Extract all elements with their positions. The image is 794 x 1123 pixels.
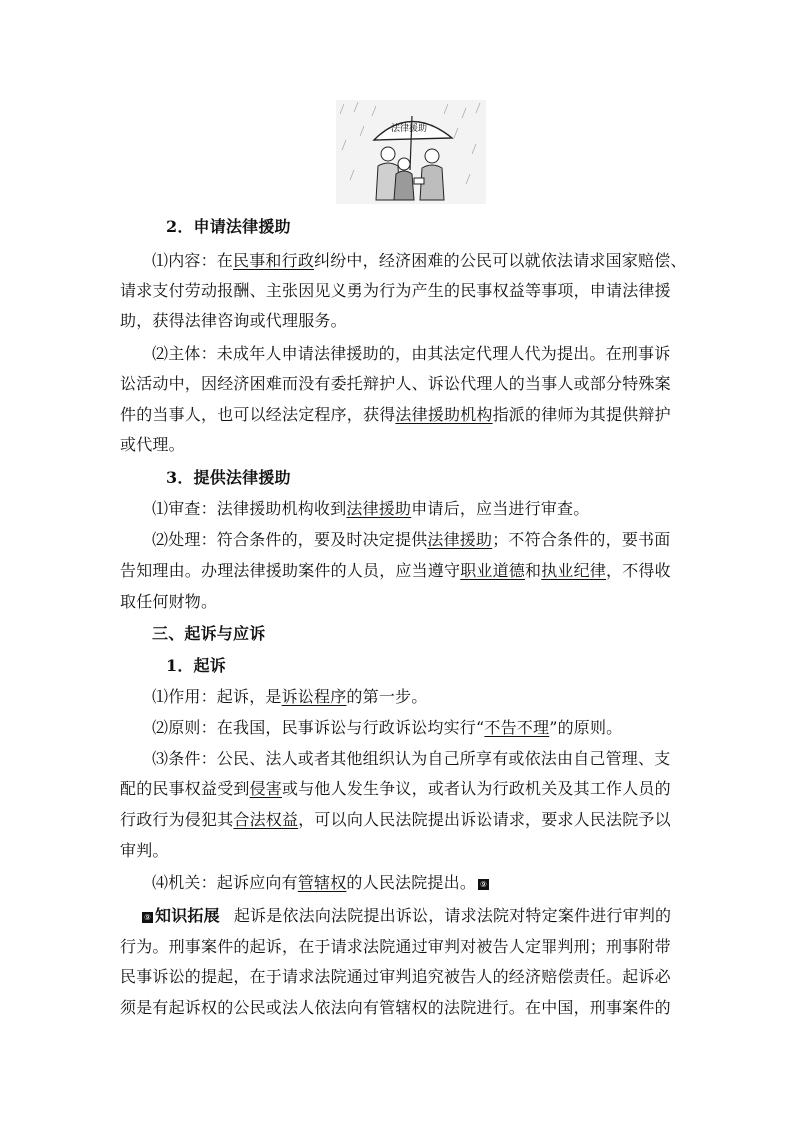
paragraph-line: ⑷机关：起诉应向有管辖权的人民法院提出。 ⑨: [152, 873, 488, 892]
paragraph-line: ⑵处理：符合条件的，要及时决定提供法律援助；不符合条件的，要书面: [152, 530, 671, 549]
legal-aid-illustration: [336, 100, 486, 204]
extension-line: 行为。刑事案件的起诉，在于请求法院通过审判对被告人定罪判刑；刑事附带: [120, 937, 671, 956]
paragraph-line: ⑴内容：在民事和行政纠纷中，经济困难的公民可以就依法请求国家赔偿、: [152, 251, 687, 270]
paragraph-line: 助，获得法律咨询或代理服务。: [120, 311, 347, 330]
paragraph-line: ⑴作用：起诉，是诉讼程序的第一步。: [152, 687, 428, 706]
umbrella-text: 法律援助: [391, 124, 428, 134]
paragraph-line: 审判。: [120, 841, 169, 860]
extension-label: 知识拓展: [155, 906, 220, 925]
paragraph-line: ⑵原则：在我国，民事诉讼与行政诉讼均实行“不告不理”的原则。: [152, 718, 623, 737]
extension-line: ⑨ 知识拓展 起诉是依法向法院提出诉讼，请求法院对特定案件进行审判的: [143, 906, 672, 925]
paragraph-line: 件的当事人，也可以经法定程序，获得法律援助机构指派的律师为其提供辩护: [120, 405, 671, 424]
paragraph-line: 请求支付劳动报酬、主张因见义勇为行为产生的民事权益等事项，申请法律援: [120, 281, 671, 300]
part-heading: 三、起诉与应诉: [152, 624, 266, 643]
paragraph-line: 讼活动中，因经济困难而没有委托辩护人、诉讼代理人的当事人或部分特殊案: [120, 374, 671, 393]
extension-line: 须是有起诉权的公民或法人依法向有管辖权的法院进行。在中国，刑事案件的: [120, 998, 671, 1017]
paragraph-line: 或代理。: [120, 435, 185, 454]
section-heading: 2．申请法律援助: [166, 217, 291, 236]
note-marker-icon: ⑨: [479, 880, 488, 889]
extension-line: 民事诉讼的提起，在于请求法院通过审判追究被告人的经济赔偿责任。起诉必: [120, 967, 671, 986]
paragraph-line: 配的民事权益受到侵害或与他人发生争议，或者认为行政机关及其工作人员的: [120, 779, 671, 798]
paragraph-line: ⑴审查：法律援助机构收到法律援助申请后，应当进行审查。: [152, 499, 590, 518]
section-heading: 3．提供法律援助: [166, 468, 291, 487]
paragraph-line: 告知理由。办理法律援助案件的人员，应当遵守职业道德和执业纪律，不得收: [120, 561, 671, 580]
paragraph-line: ⑶条件：公民、法人或者其他组织认为自己所享有或依法由自己管理、支: [152, 749, 671, 768]
paragraph-line: 取任何财物。: [120, 592, 218, 611]
paragraph-line: 行政行为侵犯其合法权益，可以向人民法院提出诉讼请求，要求人民法院予以: [120, 810, 671, 829]
paragraph-line: ⑵主体：未成年人申请法律援助的，由其法定代理人代为提出。在刑事诉: [152, 344, 671, 363]
subsection-heading: 1．起诉: [166, 656, 226, 675]
note-marker-icon: ⑨: [143, 913, 152, 922]
